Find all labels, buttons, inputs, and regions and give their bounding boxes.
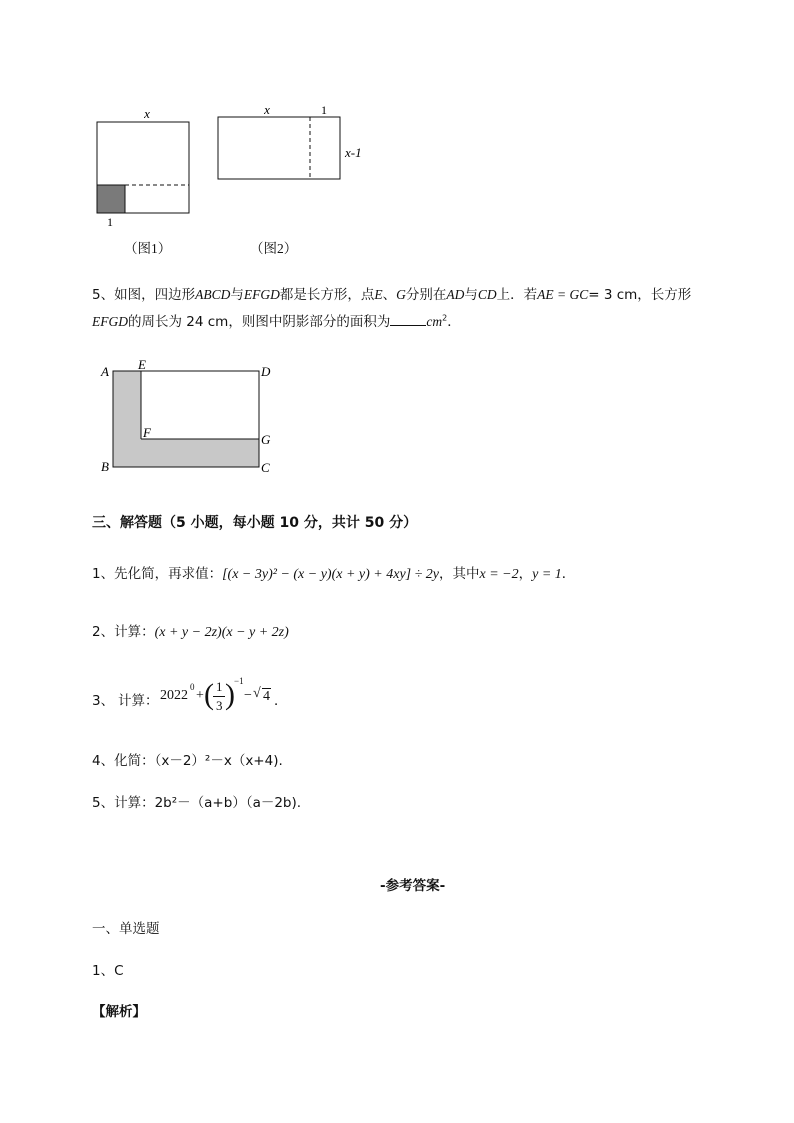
fraction-bar <box>213 696 225 697</box>
problem-4: 4、化简：（x－2）²－x（x+4). <box>92 753 283 769</box>
label-E: E <box>138 357 146 372</box>
figure-3 <box>96 355 286 480</box>
right-paren: ) <box>225 678 235 711</box>
problem-5: 5、计算：2b²－（a+b）（a－2b). <box>92 795 302 811</box>
analysis-heading: 【解析】 <box>92 1004 146 1020</box>
fig2-top-label: x <box>264 102 270 117</box>
left-paren: ( <box>204 678 214 711</box>
fig2-side-label: x-1 <box>345 145 362 160</box>
fig1-corner-label: 1 <box>107 215 113 229</box>
label-A: A <box>101 364 109 379</box>
figure-2 <box>212 100 372 185</box>
answers-section-1: 一、单选题 <box>92 921 160 937</box>
figure-1 <box>88 100 203 230</box>
question-5-line-1: 5、如图，四边形ABCD与EFGD都是长方形，点E、G分别在AD与CD上．若AE = GC= 3 cm，长方形 <box>92 287 692 303</box>
problem-2: 2、计算：(x + y − 2z)(x − y + 2z) <box>92 624 289 640</box>
section-3-title: 三、解答题（5 小题，每小题 10 分，共计 50 分） <box>92 515 418 531</box>
shaded-square <box>97 185 125 213</box>
fig2-caption: （图2） <box>250 241 298 256</box>
label-D: D <box>261 364 271 379</box>
label-C: C <box>261 460 270 475</box>
answer-blank[interactable] <box>390 313 426 326</box>
shaded-region <box>113 371 259 467</box>
fig2-top-label-right: 1 <box>321 103 327 117</box>
question-5-line-2: EFGD的周长为 24 cm，则图中阴影部分的面积为 $cm^2$． <box>92 313 461 330</box>
fig1-caption: （图1） <box>124 241 172 256</box>
problem-1: 1、先化简，再求值：[(x − 3y)² − (x − y)(x + y) + 4xy] ÷ 2y，其中x = −2，y = 1． <box>92 566 576 582</box>
fig1-top-label: x <box>144 106 150 121</box>
sqrt-sign: √ <box>253 686 261 701</box>
label-B: B <box>101 459 109 474</box>
answers-title: -参考答案- <box>380 878 446 894</box>
label-F: F <box>143 425 151 440</box>
label-G: G <box>261 432 271 447</box>
answer-item-1: 1、C <box>92 963 124 979</box>
